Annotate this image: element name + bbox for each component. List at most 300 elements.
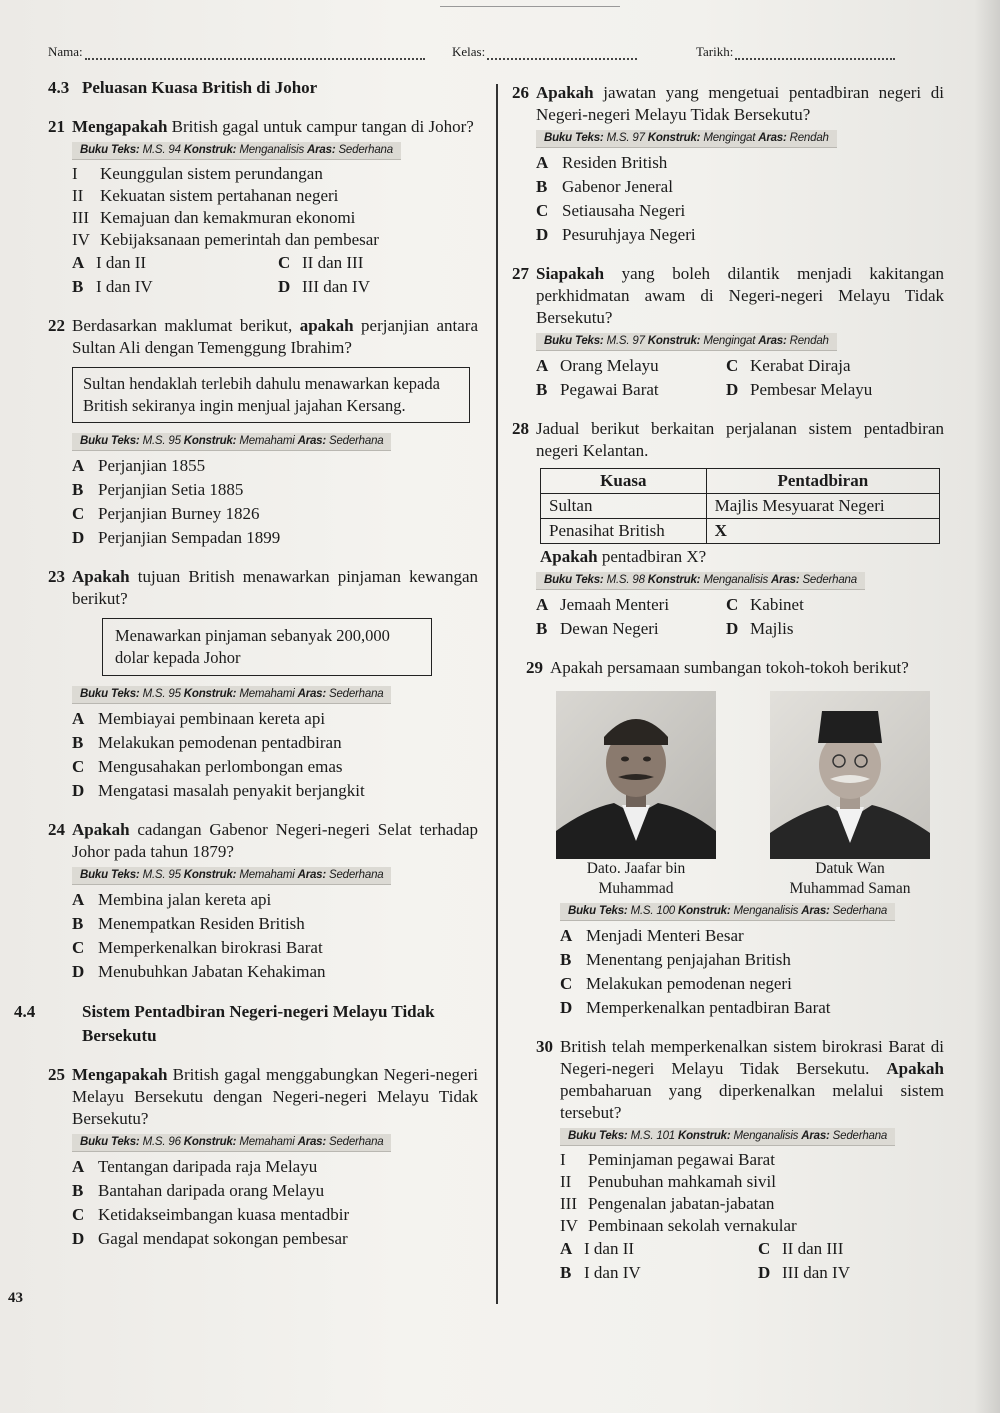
option-text: Membiayai pembinaan kereta api bbox=[98, 709, 326, 728]
question-number: 26 bbox=[512, 83, 529, 102]
question-text bbox=[536, 82, 944, 126]
question-body: pembaharuan yang diperkenalkan melalui sistem tersebut? bbox=[560, 1081, 944, 1122]
tag-level-label: Aras: bbox=[297, 435, 326, 447]
question-21 bbox=[48, 116, 478, 299]
statement-text: Kekuatan sistem pertahanan negeri bbox=[100, 186, 339, 205]
option-letter: A bbox=[560, 926, 573, 945]
option-letter: D bbox=[726, 380, 739, 399]
question-body: pentadbiran X? bbox=[597, 547, 707, 566]
tag-label: Buku Teks: bbox=[568, 905, 628, 917]
question-number: 30 bbox=[536, 1037, 553, 1056]
option bbox=[726, 378, 944, 402]
option-text: III dan IV bbox=[782, 1263, 850, 1282]
option-text: Mengusahakan perlombongan emas bbox=[98, 757, 343, 776]
option bbox=[560, 1237, 758, 1261]
page-number: 43 bbox=[8, 1290, 23, 1306]
textbook-tag bbox=[536, 130, 837, 148]
tag-level: Sederhana bbox=[329, 435, 384, 447]
option bbox=[72, 1155, 478, 1179]
table-header: Pentadbiran bbox=[706, 469, 939, 494]
worksheet-header bbox=[48, 44, 918, 68]
option-letter: D bbox=[536, 225, 549, 244]
tag-construct-label: Konstruk: bbox=[678, 1130, 731, 1142]
option-letter: D bbox=[726, 619, 739, 638]
tag-level: Sederhana bbox=[832, 905, 888, 917]
option-text: Orang Melayu bbox=[560, 356, 659, 375]
name-label: Nama: bbox=[48, 44, 83, 59]
option-text: Melakukan pemodenan negeri bbox=[586, 974, 792, 993]
option-letter: C bbox=[560, 974, 573, 993]
question-28 bbox=[512, 418, 944, 641]
question-keyword: Apakah bbox=[536, 83, 594, 102]
option bbox=[560, 996, 944, 1020]
table-cell: Penasihat British bbox=[541, 519, 707, 544]
statement-numeral: II bbox=[560, 1172, 572, 1191]
statement-list bbox=[560, 1149, 944, 1237]
option-text: Menjadi Menteri Besar bbox=[586, 926, 744, 945]
option-text: Membina jalan kereta api bbox=[98, 890, 272, 909]
section-title bbox=[14, 1000, 478, 1048]
option bbox=[536, 354, 726, 378]
statement-text: Kebijaksanaan pemerintah dan pembesar bbox=[100, 230, 379, 249]
option-text: Kerabat Diraja bbox=[750, 356, 851, 375]
option-text: Perjanjian Burney 1826 bbox=[98, 504, 260, 523]
tag-label: Buku Teks: bbox=[80, 435, 140, 447]
answer-options bbox=[72, 454, 478, 550]
question-stem bbox=[526, 657, 944, 679]
tag-label: Buku Teks: bbox=[80, 869, 140, 881]
class-field[interactable] bbox=[452, 44, 637, 60]
option bbox=[726, 593, 944, 617]
option bbox=[758, 1261, 944, 1285]
option-letter: B bbox=[536, 380, 548, 399]
option-letter: B bbox=[560, 950, 572, 969]
option-letter: A bbox=[72, 253, 85, 272]
section-title bbox=[48, 76, 478, 100]
statement-item bbox=[560, 1149, 944, 1171]
question-body: British gagal untuk campur tangan di Johor? bbox=[167, 117, 474, 136]
class-line[interactable] bbox=[487, 46, 637, 60]
option bbox=[72, 888, 478, 912]
tag-page: M.S. 94 bbox=[142, 144, 181, 156]
tag-construct: Mengingat bbox=[703, 335, 756, 347]
info-box: Sultan hendaklah terlebih dahulu menawarkan kepada British sekiranya ingin menjual jajahan Kersang. bbox=[72, 367, 470, 423]
statement-item bbox=[72, 185, 478, 207]
question-number: 21 bbox=[48, 117, 65, 136]
tag-construct-label: Konstruk: bbox=[183, 688, 237, 700]
tag-construct-label: Konstruk: bbox=[183, 1136, 237, 1148]
option-letter: C bbox=[278, 253, 291, 272]
name-line[interactable] bbox=[85, 46, 425, 60]
question-number: 29 bbox=[526, 658, 543, 677]
tag-construct-label: Konstruk: bbox=[183, 435, 237, 447]
tag-level-label: Aras: bbox=[297, 688, 326, 700]
question-29 bbox=[512, 657, 944, 1020]
option-letter: B bbox=[560, 1263, 572, 1282]
statement-list bbox=[72, 163, 478, 251]
option-letter: D bbox=[278, 277, 291, 296]
question-text bbox=[536, 263, 944, 329]
answer-options bbox=[536, 354, 944, 402]
textbook-tag bbox=[72, 142, 401, 160]
info-box: Menawarkan pinjaman sebanyak 200,000 dolar kepada Johor bbox=[102, 618, 432, 676]
option-letter: D bbox=[72, 962, 85, 981]
tag-page: M.S. 97 bbox=[606, 132, 645, 144]
answer-options bbox=[72, 707, 478, 803]
option bbox=[72, 1203, 478, 1227]
option bbox=[726, 617, 944, 641]
question-stem bbox=[48, 116, 478, 138]
option-letter: A bbox=[536, 595, 549, 614]
name-field[interactable] bbox=[48, 44, 425, 60]
option-text: Memperkenalkan pentadbiran Barat bbox=[586, 998, 831, 1017]
option-letter: C bbox=[72, 938, 85, 957]
page-edge-shadow bbox=[974, 0, 1000, 1413]
portrait-caption-line2: Muhammad Saman bbox=[789, 880, 911, 897]
answer-options bbox=[536, 593, 944, 641]
tag-construct: Memahami bbox=[239, 1136, 295, 1148]
answer-options bbox=[560, 1237, 944, 1285]
date-label: Tarikh: bbox=[696, 44, 734, 59]
option bbox=[536, 223, 944, 247]
top-rule bbox=[440, 6, 620, 7]
option-text: Bantahan daripada orang Melayu bbox=[98, 1181, 325, 1200]
tag-level: Rendah bbox=[789, 335, 829, 347]
question-body: perjanjian antara Sultan Ali dengan Temenggung Ibrahim? bbox=[72, 316, 478, 357]
option-letter: A bbox=[72, 1157, 85, 1176]
portrait-caption-line1: Dato. Jaafar bin bbox=[586, 860, 686, 877]
statement-item bbox=[72, 163, 478, 185]
date-line[interactable] bbox=[735, 46, 895, 60]
option-text: Menempatkan Residen British bbox=[98, 914, 305, 933]
statement-numeral: III bbox=[560, 1194, 577, 1213]
eye-shape bbox=[621, 757, 629, 762]
option-text: Gabenor Jeneral bbox=[562, 177, 673, 196]
portrait-photo bbox=[770, 691, 930, 859]
tag-construct: Mengingat bbox=[703, 132, 756, 144]
option bbox=[72, 478, 478, 502]
option-letter: A bbox=[536, 153, 549, 172]
option bbox=[536, 199, 944, 223]
portrait-row bbox=[556, 691, 944, 899]
tag-label: Buku Teks: bbox=[80, 144, 140, 156]
statement-numeral: I bbox=[560, 1150, 566, 1169]
statement-text: Pembinaan sekolah vernakular bbox=[588, 1216, 797, 1235]
question-stem bbox=[48, 819, 478, 863]
option bbox=[72, 936, 478, 960]
option-letter: A bbox=[72, 456, 85, 475]
option bbox=[72, 912, 478, 936]
option-letter: A bbox=[72, 709, 85, 728]
option bbox=[560, 1261, 758, 1285]
statement-text: Keunggulan sistem perundangan bbox=[100, 164, 323, 183]
option-text: Perjanjian Setia 1885 bbox=[98, 480, 244, 499]
textbook-tag bbox=[72, 1134, 391, 1152]
option-letter: D bbox=[758, 1263, 771, 1282]
option-text: Gagal mendapat sokongan pembesar bbox=[98, 1229, 348, 1248]
tag-construct-label: Konstruk: bbox=[183, 144, 237, 156]
question-text bbox=[560, 1036, 944, 1124]
tag-page: M.S. 100 bbox=[630, 905, 675, 917]
option bbox=[72, 960, 478, 984]
question-27 bbox=[512, 263, 944, 402]
sub-question bbox=[540, 546, 944, 568]
section-number: 4.4 bbox=[14, 1002, 36, 1021]
table-row bbox=[541, 519, 940, 544]
question-stem bbox=[512, 263, 944, 329]
tag-level-label: Aras: bbox=[801, 1130, 830, 1142]
question-text bbox=[72, 1064, 478, 1130]
option-text: Perjanjian 1855 bbox=[98, 456, 206, 475]
question-text bbox=[72, 819, 478, 863]
tag-page: M.S. 97 bbox=[606, 335, 645, 347]
question-keyword: Mengapakah bbox=[72, 1065, 168, 1084]
option-letter: A bbox=[560, 1239, 573, 1258]
option-letter: B bbox=[72, 1181, 84, 1200]
tag-construct-label: Konstruk: bbox=[647, 574, 701, 586]
option bbox=[72, 454, 478, 478]
option bbox=[72, 707, 478, 731]
textbook-tag bbox=[560, 1128, 895, 1146]
question-stem bbox=[48, 566, 478, 610]
option-text: Tentangan daripada raja Melayu bbox=[98, 1157, 318, 1176]
option-text: Perjanjian Sempadan 1899 bbox=[98, 528, 281, 547]
tag-construct-label: Konstruk: bbox=[647, 132, 701, 144]
textbook-tag bbox=[536, 572, 865, 590]
option-text: II dan III bbox=[782, 1239, 844, 1258]
tag-label: Buku Teks: bbox=[544, 335, 604, 347]
textbook-tag bbox=[560, 903, 895, 921]
option bbox=[536, 593, 726, 617]
question-body: cadangan Gabenor Negeri-negeri Selat terhadap Johor pada tahun 1879? bbox=[72, 820, 478, 861]
tag-level: Sederhana bbox=[802, 574, 857, 586]
tag-construct: Memahami bbox=[239, 435, 295, 447]
tag-construct: Menganalisis bbox=[703, 574, 769, 586]
option-letter: C bbox=[72, 1205, 85, 1224]
option bbox=[72, 1227, 478, 1251]
option bbox=[72, 502, 478, 526]
portrait-caption-line2: Muhammad bbox=[598, 880, 674, 897]
tag-construct: Menganalisis bbox=[239, 144, 305, 156]
tag-level-label: Aras: bbox=[758, 132, 787, 144]
question-body: yang boleh dilantik menjadi kakitangan perkhidmatan awam di Negeri-negeri Melayu Tidak Bersekutu? bbox=[536, 264, 944, 327]
question-body: British telah memperkenalkan sistem birokrasi Barat di Negeri-negeri Melayu Tidak Bersekutu. bbox=[560, 1037, 944, 1078]
question-body: jawatan yang mengetuai pentadbiran negeri di Negeri-negeri Melayu Tidak Bersekutu? bbox=[536, 83, 944, 124]
statement-numeral: IV bbox=[72, 230, 90, 249]
tag-page: M.S. 95 bbox=[142, 869, 181, 881]
question-22 bbox=[48, 315, 478, 550]
option-text: I dan IV bbox=[96, 277, 153, 296]
option-text: Setiausaha Negeri bbox=[562, 201, 686, 220]
portrait-caption-line1: Datuk Wan bbox=[815, 860, 885, 877]
statement-item bbox=[560, 1171, 944, 1193]
tag-level: Sederhana bbox=[329, 1136, 384, 1148]
table-cell: Majlis Mesyuarat Negeri bbox=[706, 494, 939, 519]
option bbox=[72, 779, 478, 803]
question-number: 25 bbox=[48, 1065, 65, 1084]
option-letter: C bbox=[758, 1239, 771, 1258]
section-heading: Sistem Pentadbiran Negeri-negeri Melayu Tidak Bersekutu bbox=[82, 1002, 435, 1045]
tag-page: M.S. 95 bbox=[142, 688, 181, 700]
option bbox=[278, 275, 478, 299]
tag-level: Sederhana bbox=[329, 869, 384, 881]
option bbox=[72, 1179, 478, 1203]
option bbox=[278, 251, 478, 275]
table-row bbox=[541, 494, 940, 519]
question-keyword: Siapakah bbox=[536, 264, 605, 283]
answer-options bbox=[72, 1155, 478, 1251]
statement-numeral: I bbox=[72, 164, 78, 183]
option-letter: B bbox=[72, 277, 84, 296]
textbook-tag bbox=[536, 333, 837, 351]
tag-construct-label: Konstruk: bbox=[183, 869, 237, 881]
option bbox=[560, 972, 944, 996]
class-label: Kelas: bbox=[452, 44, 486, 59]
textbook-tag bbox=[72, 686, 391, 704]
option-text: Pesuruhjaya Negeri bbox=[562, 225, 696, 244]
option-letter: B bbox=[536, 619, 548, 638]
tag-level-label: Aras: bbox=[297, 869, 326, 881]
option bbox=[560, 924, 944, 948]
tag-page: M.S. 95 bbox=[142, 435, 181, 447]
option-text: I dan II bbox=[96, 253, 147, 272]
question-number: 22 bbox=[48, 316, 65, 335]
question-body: tujuan British menawarkan pinjaman kewangan berikut? bbox=[72, 567, 478, 608]
question-prefix: Berdasarkan maklumat berikut, bbox=[72, 316, 300, 335]
question-number: 27 bbox=[512, 264, 529, 283]
tag-construct-label: Konstruk: bbox=[678, 905, 731, 917]
option-text: Pegawai Barat bbox=[560, 380, 659, 399]
question-text bbox=[72, 315, 478, 359]
option-text: Residen British bbox=[562, 153, 668, 172]
question-number: 28 bbox=[512, 419, 529, 438]
tag-page: M.S. 98 bbox=[606, 574, 645, 586]
table-header: Kuasa bbox=[541, 469, 707, 494]
option-text: I dan II bbox=[584, 1239, 635, 1258]
option bbox=[536, 617, 726, 641]
option-text: Kabinet bbox=[750, 595, 804, 614]
question-stem bbox=[48, 315, 478, 359]
answer-options bbox=[560, 924, 944, 1020]
question-number: 24 bbox=[48, 820, 65, 839]
portrait-wan-muhammad-saman bbox=[770, 691, 930, 899]
option-letter: C bbox=[536, 201, 549, 220]
tag-level: Sederhana bbox=[329, 688, 384, 700]
option bbox=[72, 251, 278, 275]
statement-numeral: IV bbox=[560, 1216, 578, 1235]
question-stem bbox=[512, 82, 944, 126]
date-field[interactable] bbox=[696, 44, 895, 60]
question-keyword: Mengapakah bbox=[72, 117, 168, 136]
answer-options bbox=[72, 888, 478, 984]
tag-label: Buku Teks: bbox=[544, 132, 604, 144]
songkok-shape bbox=[818, 711, 882, 743]
option bbox=[72, 755, 478, 779]
option-text: Mengatasi masalah penyakit berjangkit bbox=[98, 781, 365, 800]
question-stem bbox=[536, 1036, 944, 1124]
portrait-jaafar bbox=[556, 691, 716, 899]
option-text: Ketidakseimbangan kuasa mentadbir bbox=[98, 1205, 350, 1224]
portrait-photo bbox=[556, 691, 716, 859]
statement-numeral: III bbox=[72, 208, 89, 227]
question-23 bbox=[48, 566, 478, 803]
tag-level-label: Aras: bbox=[771, 574, 800, 586]
tag-level-label: Aras: bbox=[801, 905, 830, 917]
option-letter: D bbox=[72, 528, 85, 547]
statement-item bbox=[560, 1193, 944, 1215]
left-column bbox=[14, 76, 478, 1251]
option bbox=[758, 1237, 944, 1261]
statement-item bbox=[72, 207, 478, 229]
tag-construct-label: Konstruk: bbox=[647, 335, 701, 347]
tag-level: Sederhana bbox=[338, 144, 393, 156]
option-text: Majlis bbox=[750, 619, 794, 638]
option bbox=[72, 275, 278, 299]
option-letter: D bbox=[72, 1229, 85, 1248]
option-text: Menentang penjajahan British bbox=[586, 950, 791, 969]
question-keyword: Apakah bbox=[886, 1059, 944, 1078]
statement-item bbox=[560, 1215, 944, 1237]
option bbox=[726, 354, 944, 378]
question-text bbox=[72, 566, 478, 610]
table-cell: X bbox=[706, 519, 939, 544]
question-stem bbox=[48, 1064, 478, 1130]
tag-construct: Menganalisis bbox=[733, 905, 799, 917]
tag-label: Buku Teks: bbox=[568, 1130, 628, 1142]
question-text: Apakah persamaan sumbangan tokoh-tokoh berikut? bbox=[550, 658, 909, 677]
tag-level: Rendah bbox=[789, 132, 829, 144]
table-cell: Sultan bbox=[541, 494, 707, 519]
question-keyword: Apakah bbox=[72, 567, 130, 586]
option-text: Jemaah Menteri bbox=[560, 595, 670, 614]
option-letter: C bbox=[72, 757, 85, 776]
column-divider bbox=[496, 84, 498, 1304]
statement-text: Peminjaman pegawai Barat bbox=[588, 1150, 775, 1169]
administration-table bbox=[540, 468, 940, 544]
question-24 bbox=[48, 819, 478, 984]
section-block bbox=[14, 1000, 478, 1048]
question-keyword: Apakah bbox=[72, 820, 130, 839]
option-letter: C bbox=[726, 356, 739, 375]
tag-level-label: Aras: bbox=[297, 1136, 326, 1148]
tag-level-label: Aras: bbox=[758, 335, 787, 347]
option bbox=[72, 526, 478, 550]
option-text: III dan IV bbox=[302, 277, 370, 296]
tag-page: M.S. 101 bbox=[630, 1130, 675, 1142]
right-column bbox=[512, 76, 944, 1285]
tag-level-label: Aras: bbox=[307, 144, 336, 156]
question-30 bbox=[536, 1036, 944, 1285]
tag-label: Buku Teks: bbox=[544, 574, 604, 586]
statement-numeral: II bbox=[72, 186, 84, 205]
question-keyword: apakah bbox=[299, 316, 354, 335]
question-text: Jadual berikut berkaitan perjalanan sistem pentadbiran negeri Kelantan. bbox=[536, 419, 944, 460]
tag-level: Sederhana bbox=[832, 1130, 888, 1142]
option-text: II dan III bbox=[302, 253, 364, 272]
option-letter: B bbox=[72, 914, 84, 933]
statement-text: Penubuhan mahkamah sivil bbox=[588, 1172, 776, 1191]
option-text: Memperkenalkan birokrasi Barat bbox=[98, 938, 323, 957]
option-text: I dan IV bbox=[584, 1263, 641, 1282]
textbook-tag bbox=[72, 433, 391, 451]
tag-label: Buku Teks: bbox=[80, 688, 140, 700]
statement-item bbox=[72, 229, 478, 251]
question-26 bbox=[512, 82, 944, 247]
answer-options bbox=[536, 151, 944, 247]
tag-label: Buku Teks: bbox=[80, 1136, 140, 1148]
option-letter: B bbox=[72, 480, 84, 499]
option bbox=[560, 948, 944, 972]
